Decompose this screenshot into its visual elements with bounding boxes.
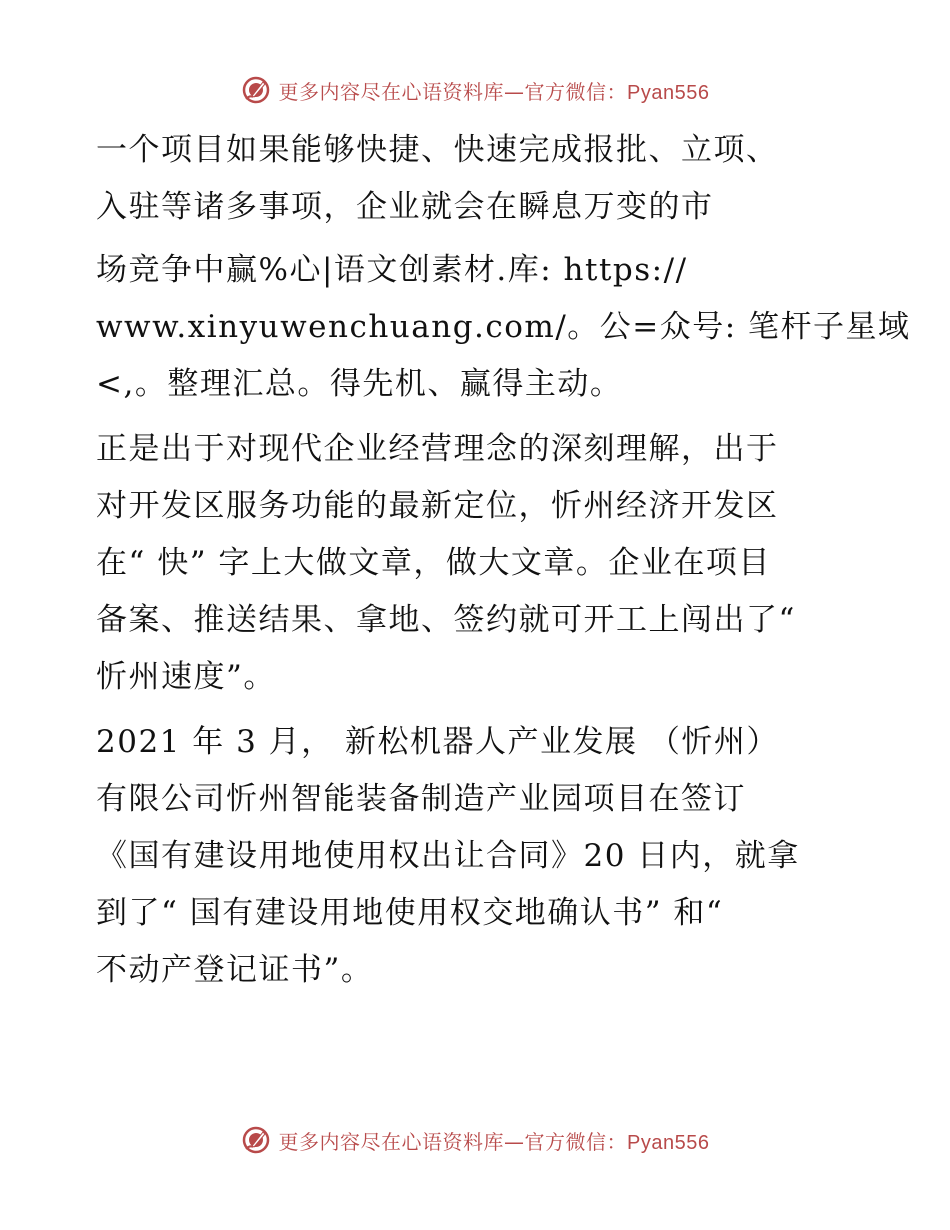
text-line: 场竞争中赢%心|语文创素材.库: https:// xyxy=(96,252,688,288)
text-line: 忻州速度”。 xyxy=(96,659,276,695)
text-line: 备案、推送结果、拿地、签约就可开工上闯出了“ xyxy=(96,602,796,638)
watermark-channel: 官方微信： xyxy=(524,79,628,104)
watermark-dash: — xyxy=(504,79,525,104)
watermark-text xyxy=(279,1126,710,1155)
quill-seal-icon xyxy=(241,1125,271,1155)
text-line: 对开发区服务功能的最新定位，忻州经济开发区 xyxy=(96,488,779,524)
watermark-banner-bottom xyxy=(0,1120,950,1160)
document-body xyxy=(96,122,911,999)
paragraph-1 xyxy=(96,122,856,236)
paragraph-4 xyxy=(96,714,856,999)
watermark-handle: Pyan556 xyxy=(627,81,710,104)
text-line: 正是出于对现代企业经营理念的深刻理解，出于 xyxy=(96,431,779,467)
text-line: 不动产登记证书”。 xyxy=(96,952,374,988)
text-line: 到了“ 国有建设用地使用权交地确认书” 和“ xyxy=(96,895,724,931)
paragraph-2 xyxy=(96,242,911,413)
text-line: 2021 年 3 月， 新松机器人产业发展 （忻州） xyxy=(96,724,779,760)
text-line: 有限公司忻州智能装备制造产业园项目在签订 xyxy=(96,781,746,817)
text-line: 在“ 快” 字上大做文章，做大文章。企业在项目 xyxy=(96,545,771,581)
paragraph-3 xyxy=(96,421,856,706)
quill-seal-icon xyxy=(241,75,271,105)
watermark-text xyxy=(279,76,710,105)
text-line: www.xinyuwenchuang.com/。公=众号: 笔杆子星域 xyxy=(96,309,911,345)
text-line: 一个项目如果能够快捷、快速完成报批、立项、 xyxy=(96,132,779,168)
watermark-main: 更多内容尽在心语资料库 xyxy=(278,79,505,104)
text-line: 《国有建设用地使用权出让合同》20 日内，就拿 xyxy=(96,838,800,874)
watermark-handle: Pyan556 xyxy=(627,1131,710,1154)
text-line: 入驻等诸多事项，企业就会在瞬息万变的市 xyxy=(96,189,714,225)
watermark-banner-top xyxy=(0,70,950,110)
watermark-dash: — xyxy=(504,1129,525,1154)
watermark-channel: 官方微信： xyxy=(524,1129,628,1154)
watermark-main: 更多内容尽在心语资料库 xyxy=(278,1129,505,1154)
text-line: <,。整理汇总。得先机、赢得主动。 xyxy=(96,366,623,402)
